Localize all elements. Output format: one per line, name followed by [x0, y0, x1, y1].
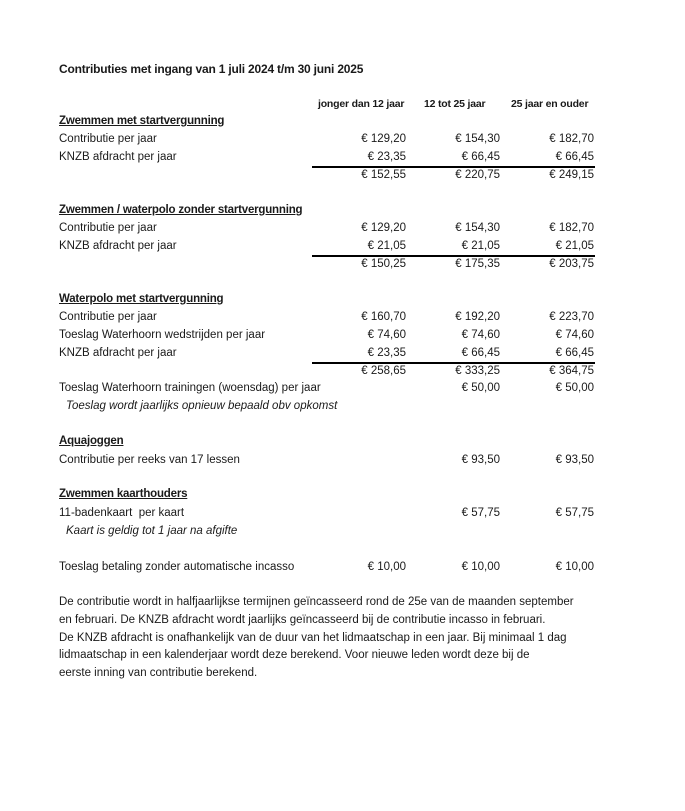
- total-divider: [312, 166, 595, 168]
- row-label: KNZB afdracht per jaar: [59, 240, 177, 252]
- table-row: [0, 561, 685, 579]
- section-heading-row: [0, 488, 685, 506]
- row-label: Toeslag Waterhoorn trainingen (woensdag) per jaar: [59, 382, 321, 394]
- row-label: Contributie per jaar: [59, 222, 157, 234]
- row-label: Contributie per jaar: [59, 133, 157, 145]
- row-label: Contributie per jaar: [59, 311, 157, 323]
- footer-paragraph: [59, 594, 619, 683]
- total-cell: € 203,75: [549, 258, 594, 270]
- total-cell: € 220,75: [455, 169, 500, 181]
- section-heading: Waterpolo met startvergunning: [59, 293, 224, 305]
- column-header-12-to-25: 12 tot 25 jaar: [424, 98, 486, 110]
- row-label: KNZB afdracht per jaar: [59, 151, 177, 163]
- table-row: [0, 454, 685, 472]
- footer-line: De KNZB afdracht is onafhankelijk van de duur van het lidmaatschap in een jaar. Bij minimaal 1 dag: [59, 631, 567, 644]
- row-label: Contributie per reeks van 17 lessen: [59, 454, 240, 466]
- value-cell: € 21,05: [461, 240, 500, 252]
- table-row: [0, 311, 685, 329]
- section-heading: Aquajoggen: [59, 435, 124, 447]
- total-divider: [312, 362, 595, 364]
- value-cell: € 93,50: [461, 454, 500, 466]
- value-cell: € 10,00: [461, 561, 500, 573]
- value-cell: € 182,70: [549, 133, 594, 145]
- total-cell: € 150,25: [361, 258, 406, 270]
- value-cell: € 21,05: [555, 240, 594, 252]
- column-header-under-12: jonger dan 12 jaar: [318, 98, 405, 110]
- section-heading: Zwemmen met startvergunning: [59, 115, 225, 127]
- row-label: Toeslag betaling zonder automatische incasso: [59, 561, 295, 573]
- note-row: [0, 400, 685, 418]
- section-heading-row: [0, 435, 685, 453]
- section-heading: Zwemmen kaarthouders: [59, 488, 188, 500]
- page-title: Contributies met ingang van 1 juli 2024 t/m 30 juni 2025: [59, 62, 364, 76]
- table-row: [0, 382, 685, 400]
- footer-line: en februari. De KNZB afdracht wordt jaarlijks geïncasseerd bij de contributie incasso in februari.: [59, 613, 546, 626]
- value-cell: € 66,45: [555, 347, 594, 359]
- table-row: [0, 222, 685, 240]
- table-row: [0, 507, 685, 525]
- value-cell: € 50,00: [461, 382, 500, 394]
- total-row: [0, 169, 685, 187]
- value-cell: € 66,45: [461, 347, 500, 359]
- total-cell: € 152,55: [361, 169, 406, 181]
- footer-line: lidmaatschap in een kalenderjaar wordt deze berekend. Voor nieuwe leden wordt deze bij de: [59, 649, 530, 662]
- value-cell: € 129,20: [361, 133, 406, 145]
- value-cell: € 74,60: [367, 329, 406, 341]
- value-cell: € 50,00: [555, 382, 594, 394]
- section-heading-row: [0, 293, 685, 311]
- value-cell: € 182,70: [549, 222, 594, 234]
- note-row: [0, 525, 685, 543]
- table-row: [0, 133, 685, 151]
- value-cell: € 23,35: [367, 151, 406, 163]
- value-cell: € 93,50: [555, 454, 594, 466]
- note-text: Toeslag wordt jaarlijks opnieuw bepaald obv opkomst: [66, 400, 338, 412]
- table-row: [0, 329, 685, 347]
- section-heading-row: [0, 115, 685, 133]
- total-cell: € 333,25: [455, 365, 500, 377]
- value-cell: € 23,35: [367, 347, 406, 359]
- value-cell: € 129,20: [361, 222, 406, 234]
- section-heading-row: [0, 204, 685, 222]
- value-cell: € 192,20: [455, 311, 500, 323]
- row-label: 11-badenkaart per kaart: [59, 507, 185, 519]
- footer-line: De contributie wordt in halfjaarlijkse termijnen geïncasseerd rond de 25e van de maanden september: [59, 596, 574, 608]
- total-divider: [312, 255, 595, 257]
- value-cell: € 21,05: [367, 240, 406, 252]
- value-cell: € 10,00: [367, 561, 406, 573]
- value-cell: € 66,45: [555, 151, 594, 163]
- total-cell: € 364,75: [549, 365, 594, 377]
- value-cell: € 223,70: [549, 311, 594, 323]
- total-row: [0, 365, 685, 383]
- column-header-25-plus: 25 jaar en ouder: [511, 98, 589, 110]
- value-cell: € 154,30: [455, 133, 500, 145]
- total-cell: € 258,65: [361, 365, 406, 377]
- value-cell: € 10,00: [555, 561, 594, 573]
- value-cell: € 57,75: [461, 507, 500, 519]
- value-cell: € 57,75: [555, 507, 594, 519]
- footer-line: eerste inning van contributie berekend.: [59, 667, 258, 680]
- note-text: Kaart is geldig tot 1 jaar na afgifte: [66, 525, 238, 537]
- total-cell: € 249,15: [549, 169, 594, 181]
- value-cell: € 154,30: [455, 222, 500, 234]
- value-cell: € 66,45: [461, 151, 500, 163]
- total-row: [0, 258, 685, 276]
- row-label: Toeslag Waterhoorn wedstrijden per jaar: [59, 329, 266, 341]
- value-cell: € 74,60: [461, 329, 500, 341]
- section-heading: Zwemmen / waterpolo zonder startvergunning: [59, 204, 303, 216]
- value-cell: € 160,70: [361, 311, 406, 323]
- value-cell: € 74,60: [555, 329, 594, 341]
- total-cell: € 175,35: [455, 258, 500, 270]
- row-label: KNZB afdracht per jaar: [59, 347, 177, 359]
